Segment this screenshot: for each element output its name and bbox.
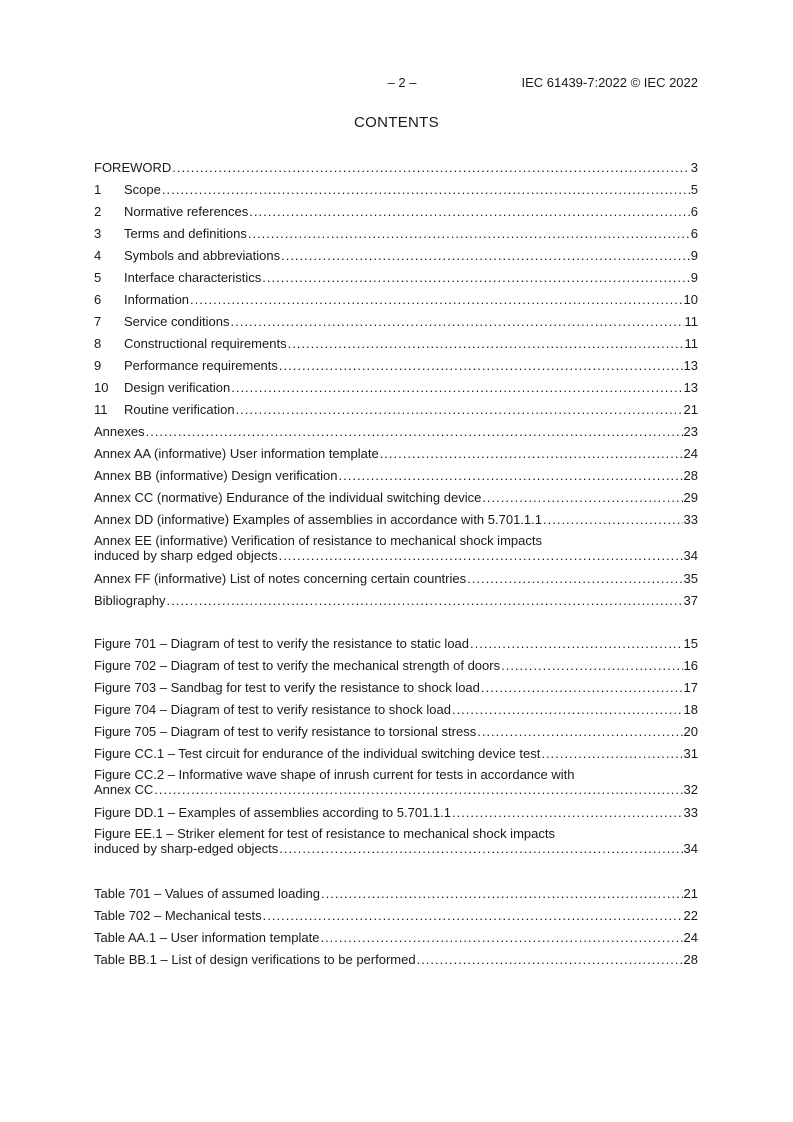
toc-entry-page: 20	[683, 723, 698, 739]
dot-leader	[231, 380, 682, 395]
toc-entry-page: 34	[683, 548, 698, 563]
toc-entry-second-line	[94, 548, 698, 564]
toc-entry[interactable]	[94, 376, 698, 398]
dot-leader	[541, 746, 682, 761]
toc-entry-second-line	[94, 841, 698, 857]
toc-entry-page: 9	[690, 269, 698, 285]
toc-entry-number: 9	[94, 357, 102, 373]
toc-entry-page: 13	[683, 379, 698, 395]
toc-entry-page: 23	[683, 423, 698, 439]
dot-leader	[321, 886, 683, 901]
toc-entry-page: 29	[683, 489, 698, 505]
dot-leader	[501, 658, 682, 673]
toc-entry[interactable]	[94, 486, 698, 508]
dot-leader	[167, 593, 683, 608]
toc-entry-label: Scope	[124, 181, 161, 197]
toc-entry-label: Figure EE.1 – Striker element for test of resistance to mechanical shock impacts	[94, 826, 555, 841]
dot-leader	[263, 908, 683, 923]
dot-leader	[339, 468, 683, 483]
toc-entry-page: 10	[683, 291, 698, 307]
dot-leader	[452, 702, 683, 717]
toc-entry-label: Annex DD (informative) Examples of assemblies in accordance with 5.701.1.1	[94, 511, 542, 527]
dot-leader	[470, 636, 683, 651]
toc-entry-page: 9	[690, 247, 698, 263]
toc-entry-label-continued: induced by sharp-edged objects	[94, 841, 279, 856]
toc-entry-label: Figure 705 – Diagram of test to verify resistance to torsional stress	[94, 723, 477, 739]
toc-entry[interactable]	[94, 567, 698, 589]
toc-entry-page: 21	[683, 401, 698, 417]
toc-entry-label: Figure 703 – Sandbag for test to verify the resistance to shock load	[94, 679, 480, 695]
toc-entry[interactable]	[94, 742, 698, 764]
toc-entry-page: 33	[683, 511, 698, 527]
toc-entry-label: Constructional requirements	[124, 335, 287, 351]
toc-entry-page: 32	[683, 782, 698, 797]
toc-entry[interactable]	[94, 676, 698, 698]
toc-entry-label: Figure CC.2 – Informative wave shape of inrush current for tests in accordance with	[94, 767, 575, 782]
toc-entry-label: Table 701 – Values of assumed loading	[94, 885, 320, 901]
toc-entry-label: Table BB.1 – List of design verifications to be performed	[94, 951, 416, 967]
toc-entry-number: 3	[94, 225, 102, 241]
toc-entry-page: 11	[684, 313, 698, 329]
toc-figures-list	[94, 632, 698, 860]
toc-entry-number: 2	[94, 203, 102, 219]
toc-entry-page: 18	[683, 701, 698, 717]
dot-leader	[467, 571, 682, 586]
toc-entry-label: Figure DD.1 – Examples of assemblies according to 5.701.1.1	[94, 804, 451, 820]
toc-entry-number: 10	[94, 379, 109, 395]
toc-entry[interactable]	[94, 354, 698, 376]
toc-entry-label: Annex BB (informative) Design verification	[94, 467, 338, 483]
toc-entry-label: Figure 702 – Diagram of test to verify the mechanical strength of doors	[94, 657, 501, 673]
toc-entry[interactable]	[94, 698, 698, 720]
toc-entry-label: Terms and definitions	[124, 225, 247, 241]
toc-entry-label: Information	[124, 291, 190, 307]
toc-entry[interactable]	[94, 720, 698, 742]
toc-entry[interactable]	[94, 464, 698, 486]
dot-leader	[288, 336, 684, 351]
toc-entry-number: 6	[94, 291, 102, 307]
toc-entry[interactable]	[94, 156, 698, 178]
dot-leader	[172, 160, 689, 175]
toc-entry-page: 37	[683, 592, 698, 608]
toc-entry[interactable]	[94, 801, 698, 823]
toc-entry-label: Annex FF (informative) List of notes concerning certain countries	[94, 570, 467, 586]
toc-entry[interactable]	[94, 632, 698, 654]
toc-entry[interactable]	[94, 589, 698, 611]
toc-entry[interactable]	[94, 508, 698, 530]
dot-leader	[248, 226, 690, 241]
toc-tables-list	[94, 882, 698, 970]
dot-leader	[477, 724, 682, 739]
dot-leader	[279, 841, 682, 857]
toc-entry-number: 8	[94, 335, 102, 351]
toc-entry-label: Annex EE (informative) Verification of resistance to mechanical shock impacts	[94, 533, 542, 548]
toc-entry-page: 13	[683, 357, 698, 373]
toc-entry-number: 4	[94, 247, 102, 263]
toc-entry[interactable]	[94, 764, 698, 801]
dot-leader	[320, 930, 682, 945]
dot-leader	[154, 782, 682, 798]
toc-entry[interactable]	[94, 882, 698, 904]
toc-entry[interactable]	[94, 948, 698, 970]
toc-entry-label: Figure 704 – Diagram of test to verify resistance to shock load	[94, 701, 451, 717]
toc-entry-label: Performance requirements	[124, 357, 278, 373]
toc-entry[interactable]	[94, 823, 698, 860]
toc-entry-page: 6	[690, 203, 698, 219]
toc-entry-page: 22	[683, 907, 698, 923]
dot-leader	[452, 805, 683, 820]
dot-leader	[543, 512, 683, 527]
contents-title: CONTENTS	[354, 114, 439, 131]
document-identifier: IEC 61439-7:2022 © IEC 2022	[521, 75, 698, 90]
toc-sections-list	[94, 156, 698, 611]
dot-leader	[249, 204, 689, 219]
toc-entry[interactable]	[94, 654, 698, 676]
toc-entry-label: Design verification	[124, 379, 231, 395]
dot-leader	[380, 446, 683, 461]
toc-entry-label: Annex AA (informative) User information template	[94, 445, 379, 461]
toc-entry-label: Normative references	[124, 203, 249, 219]
toc-entry-page: 33	[683, 804, 698, 820]
toc-entry-number: 5	[94, 269, 102, 285]
dot-leader	[190, 292, 682, 307]
toc-entry-page: 15	[683, 635, 698, 651]
toc-entry-label-continued: Annex CC	[94, 782, 154, 797]
toc-entry-page: 17	[683, 679, 698, 695]
dot-leader	[146, 424, 683, 439]
dot-leader	[231, 314, 684, 329]
toc-entry-page: 28	[683, 467, 698, 483]
toc-entry-label-continued: induced by sharp edged objects	[94, 548, 278, 563]
toc-entry[interactable]	[94, 222, 698, 244]
toc-entry-label: Table 702 – Mechanical tests	[94, 907, 262, 923]
toc-entry[interactable]	[94, 420, 698, 442]
toc-entry[interactable]	[94, 442, 698, 464]
dot-leader	[417, 952, 683, 967]
toc-entry-page: 11	[684, 335, 698, 351]
dot-leader	[236, 402, 683, 417]
toc-entry[interactable]	[94, 310, 698, 332]
toc-entry[interactable]	[94, 266, 698, 288]
toc-entry-number: 1	[94, 181, 102, 197]
toc-entry-page: 5	[690, 181, 698, 197]
toc-entry[interactable]	[94, 398, 698, 420]
toc-entry-page: 31	[683, 745, 698, 761]
toc-entry-page: 3	[690, 159, 698, 175]
dot-leader	[482, 490, 682, 505]
toc-entry-label: Figure 701 – Diagram of test to verify the resistance to static load	[94, 635, 470, 651]
dot-leader	[279, 358, 683, 373]
toc-entry[interactable]	[94, 332, 698, 354]
dot-leader	[262, 270, 689, 285]
toc-entry-label: FOREWORD	[94, 159, 172, 175]
toc-entry-page: 35	[683, 570, 698, 586]
toc-entry-second-line	[94, 782, 698, 798]
toc-entry-label: Figure CC.1 – Test circuit for endurance of the individual switching device test	[94, 745, 541, 761]
toc-entry[interactable]	[94, 926, 698, 948]
toc-entry[interactable]	[94, 178, 698, 200]
dot-leader	[281, 248, 690, 263]
toc-entry-label: Bibliography	[94, 592, 166, 608]
toc-entry-page: 6	[690, 225, 698, 241]
toc-entry-page: 24	[683, 929, 698, 945]
toc-entry-label: Symbols and abbreviations	[124, 247, 281, 263]
toc-entry-label: Annex CC (normative) Endurance of the individual switching device	[94, 489, 482, 505]
toc-entry-label: Routine verification	[124, 401, 235, 417]
toc-entry[interactable]	[94, 530, 698, 567]
toc-entry-label: Annexes	[94, 423, 145, 439]
toc-entry[interactable]	[94, 904, 698, 926]
toc-entry[interactable]	[94, 200, 698, 222]
toc-entry[interactable]	[94, 244, 698, 266]
toc-entry-page: 28	[683, 951, 698, 967]
page-header	[94, 75, 698, 93]
toc-entry-number: 11	[94, 401, 108, 417]
toc-entry-page: 34	[683, 841, 698, 856]
dot-leader	[162, 182, 690, 197]
toc-entry-page: 16	[683, 657, 698, 673]
toc-entry-number: 7	[94, 313, 102, 329]
dot-leader	[481, 680, 683, 695]
dot-leader	[279, 548, 683, 564]
toc-entry-page: 24	[683, 445, 698, 461]
toc-entry-label: Table AA.1 – User information template	[94, 929, 320, 945]
toc-entry[interactable]	[94, 288, 698, 310]
toc-entry-label: Service conditions	[124, 313, 230, 329]
toc-entry-label: Interface characteristics	[124, 269, 262, 285]
page-number: – 2 –	[387, 75, 417, 90]
toc-entry-page: 21	[683, 885, 698, 901]
